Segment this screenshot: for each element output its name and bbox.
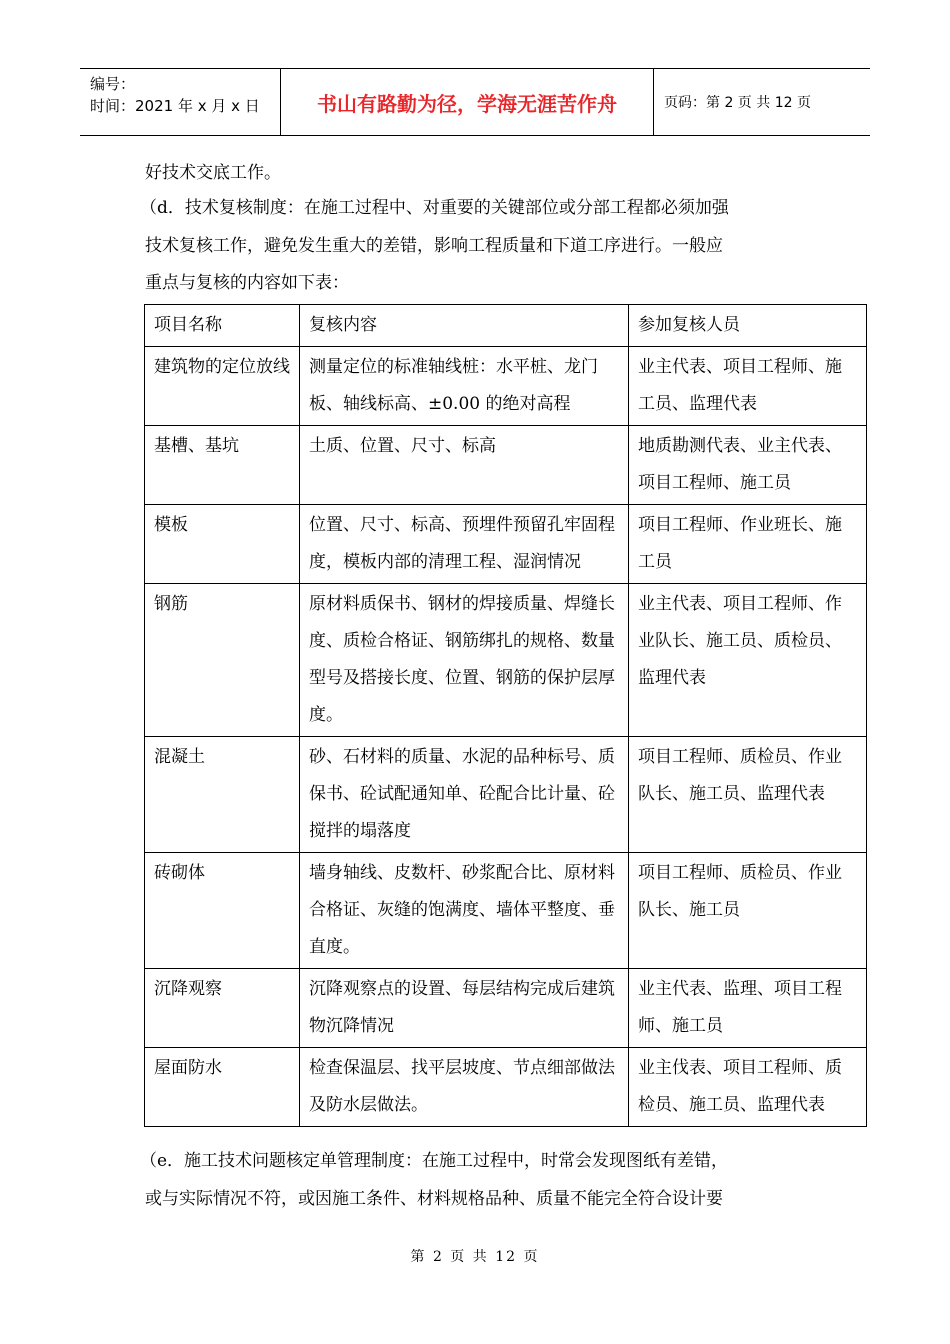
cell-content: 墙身轴线、皮数杆、砂浆配合比、原材料合格证、灰缝的饱满度、墙体平整度、垂直度。	[300, 853, 629, 969]
page-header	[80, 68, 870, 136]
table-row	[145, 584, 867, 737]
cell-personnel: 地质勘测代表、业主代表、项目工程师、施工员	[629, 426, 867, 505]
review-table	[144, 304, 867, 1127]
body-line-1: 好技术交底工作。	[145, 163, 281, 183]
page-footer: 第 2 页 共 12 页	[410, 1249, 540, 1265]
cell-content: 原材料质保书、钢材的焊接质量、焊缝长度、质检合格证、钢筋绑扎的规格、数量型号及搭接长度、位置、钢筋的保护层厚度。	[300, 584, 629, 737]
table-row	[145, 505, 867, 584]
cell-item: 砖砌体	[145, 853, 300, 969]
body-line-6: 或与实际情况不符，或因施工条件、材料规格品种、质量不能完全符合设计要	[145, 1189, 723, 1209]
body-line-4: 重点与复核的内容如下表：	[145, 273, 349, 293]
cell-content: 检查保温层、找平层坡度、节点细部做法及防水层做法。	[300, 1048, 629, 1127]
body-line-3: 技术复核工作，避免发生重大的差错，影响工程质量和下道工序进行。一般应	[145, 236, 723, 256]
cell-item: 建筑物的定位放线	[145, 347, 300, 426]
cell-personnel: 项目工程师、质检员、作业队长、施工员、监理代表	[629, 737, 867, 853]
cell-item: 基槽、基坑	[145, 426, 300, 505]
cell-content: 砂、石材料的质量、水泥的品种标号、质保书、砼试配通知单、砼配合比计量、砼搅拌的塌落度	[300, 737, 629, 853]
header-page-info: 页码：第 2 页 共 12 页	[664, 95, 811, 111]
cell-item: 混凝土	[145, 737, 300, 853]
cell-content: 沉降观察点的设置、每层结构完成后建筑物沉降情况	[300, 969, 629, 1048]
header-number: 编号：	[90, 75, 136, 93]
table-row	[145, 347, 867, 426]
table-row	[145, 1048, 867, 1127]
table-row	[145, 426, 867, 505]
header-meta	[80, 69, 281, 135]
header-cell-personnel: 参加复核人员	[629, 305, 867, 347]
cell-content: 位置、尺寸、标高、预埋件预留孔牢固程度，模板内部的清理工程、湿润情况	[300, 505, 629, 584]
cell-item: 沉降观察	[145, 969, 300, 1048]
cell-item: 屋面防水	[145, 1048, 300, 1127]
cell-content: 测量定位的标准轴线桩：水平桩、龙门板、轴线标高、±0.00 的绝对高程	[300, 347, 629, 426]
body-line-5: （e．施工技术问题核定单管理制度：在施工过程中，时常会发现图纸有差错，	[140, 1151, 729, 1171]
cell-personnel: 业主伐表、项目工程师、质检员、施工员、监理代表	[629, 1048, 867, 1127]
table-row	[145, 853, 867, 969]
table-header-row	[145, 305, 867, 347]
table-row	[145, 969, 867, 1048]
header-cell-content: 复核内容	[300, 305, 629, 347]
cell-personnel: 业主代表、监理、项目工程师、施工员	[629, 969, 867, 1048]
body-line-2: （d．技术复核制度：在施工过程中、对重要的关键部位或分部工程都必须加强	[140, 198, 729, 218]
header-time: 时间：2021 年 x 月 x 日	[90, 97, 260, 115]
header-motto: 书山有路勤为径，学海无涯苦作舟	[281, 69, 654, 135]
cell-personnel: 业主代表、项目工程师、作业队长、施工员、质检员、监理代表	[629, 584, 867, 737]
cell-content: 土质、位置、尺寸、标高	[300, 426, 629, 505]
cell-personnel: 业主代表、项目工程师、施工员、监理代表	[629, 347, 867, 426]
header-cell-item: 项目名称	[145, 305, 300, 347]
table-row	[145, 737, 867, 853]
cell-personnel: 项目工程师、作业班长、施工员	[629, 505, 867, 584]
cell-item: 模板	[145, 505, 300, 584]
cell-item: 钢筋	[145, 584, 300, 737]
cell-personnel: 项目工程师、质检员、作业队长、施工员	[629, 853, 867, 969]
